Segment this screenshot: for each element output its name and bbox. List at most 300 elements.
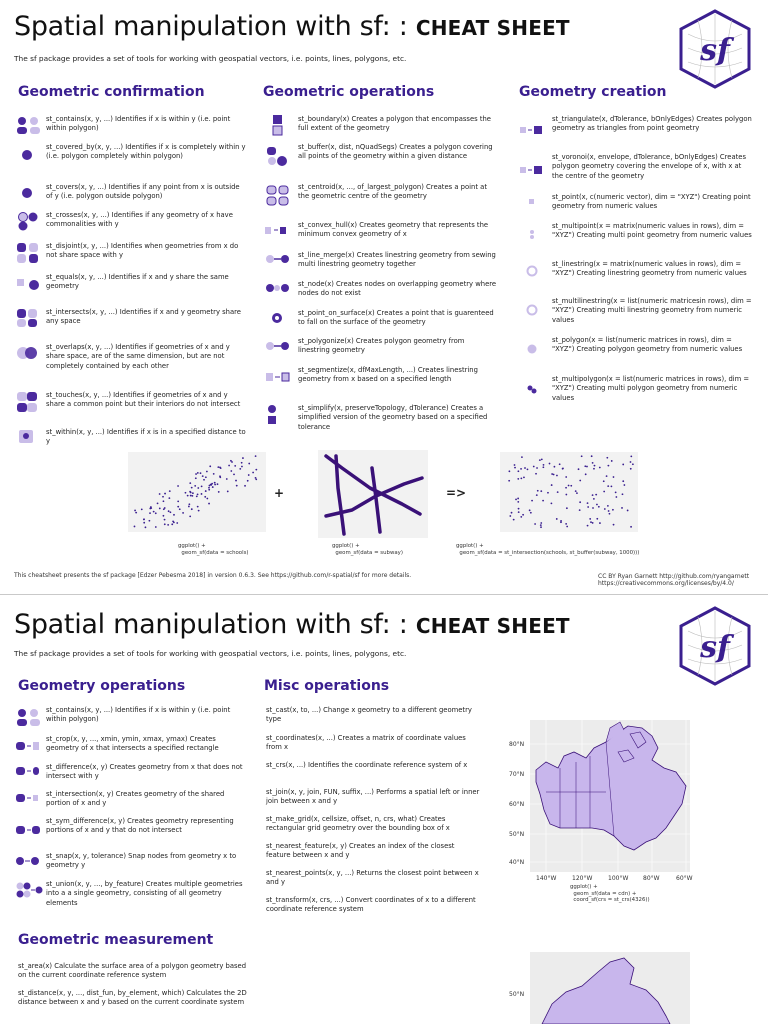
intersection-point [593,468,595,470]
section-geometric-operations: Geometric operations [263,84,435,100]
school-point [248,463,250,465]
intersection-point [531,500,533,502]
map-y-tick-60: 60°N [509,801,525,808]
intersection-point [560,521,562,523]
school-point [179,508,181,510]
school-point [195,473,197,475]
intersection-point [591,455,593,457]
arrow-sign: => [446,486,467,500]
intersection-point [589,518,591,520]
intersection-point [627,510,629,512]
touches-icon [16,391,42,413]
intersection-point [540,526,542,528]
school-point [159,508,161,510]
footer-right-2: https://creativecommons.org/licenses/by/4.0/ [598,580,734,587]
school-point [141,508,143,510]
school-point [255,455,257,457]
schools-plot [110,448,270,544]
intersection-point [511,512,513,514]
point-icon [527,197,537,207]
intersection-point [615,491,617,493]
school-point [173,522,175,524]
st-multipolygon-item: st_multipolygon(x = list(numeric matrices in rows), dim = "XYZ") Creating multi polygon geometry from numeric values [552,375,750,402]
intersection-point [575,490,577,492]
intersection-point [514,464,516,466]
map-y-tick-70: 70°N [509,771,525,778]
school-point [187,495,189,497]
linestring-icon [526,265,538,277]
school-point [149,512,151,514]
convex-hull-icon [264,225,292,237]
school-point [164,507,166,509]
st-difference-item: st_difference(x, y) Creates geometry from x that does not intersect with y [46,763,243,781]
school-point [242,457,244,459]
school-point [255,469,257,471]
intersection-point [540,522,542,524]
st-crosses-item: st_crosses(x, y, ...) Identifies if any geometry of x have commonalities with y [46,211,233,229]
school-point [219,476,221,478]
intersection-point [590,521,592,523]
school-point [228,465,230,467]
intersection-point [566,507,568,509]
st-triangulate-item: st_triangulate(x, dTolerance, bOnlyEdges) Creates polygon geometry as triangles from point geometry [552,115,752,133]
school-point [208,503,210,505]
school-point [177,506,179,508]
intersection-point [630,526,632,528]
intersection-point [517,470,519,472]
st-equals-item: st_equals(x, y, ...) Identifies if x and y share the same geometry [46,273,229,291]
intersection-point [595,494,597,496]
intersection-point [594,465,596,467]
svg-text:sf: sf [700,630,730,665]
point-on-surface-icon [270,311,284,325]
sheet2-subtitle: The sf package provides a set of tools for working with geospatial vectors, i.e. points, lines, polygons, etc. [14,649,407,658]
map-x-tick-60: 60°W [676,875,693,882]
school-point [234,465,236,467]
intersection-point [539,459,541,461]
intersection-point [615,496,617,498]
intersection-point [598,506,600,508]
school-point [189,515,191,517]
covers-icon [20,186,34,200]
school-point [177,500,179,502]
school-point [134,526,136,528]
school-point [203,479,205,481]
schools-caption: ggplot() + geom_sf(data = schools) [178,543,249,556]
school-point [209,465,211,467]
st-voronoi-item: st_voronoi(x, envelope, dTolerance, bOnlyEdges) Creates polygon geometry covering the envelope of x, with x at the centre of the geometry [552,153,747,180]
school-point [206,498,208,500]
intersection-point [622,493,624,495]
school-point [211,483,213,485]
sheet1-subtitle: The sf package provides a set of tools for working with geospatial vectors, i.e. points, lines, polygons, etc. [14,54,407,63]
intersection-point [599,467,601,469]
intersection-point [534,523,536,525]
map-y-tick-80: 80°N [509,741,525,748]
school-point [143,522,145,524]
intersection-point [609,513,611,515]
st-join-item: st_join(x, y, join, FUN, suffix, ...) Performs a spatial left or inner join between x and y [266,788,480,806]
school-point [168,510,170,512]
st-contains-item-2: st_contains(x, y, ...) Identifies if x is within y (i.e. point within polygon) [46,706,231,724]
sf-logo [676,8,754,90]
intersection-point [587,506,589,508]
st-contains-item: st_contains(x, y, ...) Identifies if x is within y (i.e. point within polygon) [46,115,231,133]
within-icon [18,429,38,445]
intersection-point [608,510,610,512]
st-touches-item: st_touches(x, y, ...) Identifies if geometries of x and y share a common point but their interiors do not intersect [46,391,241,409]
school-point [177,485,179,487]
school-point [212,486,214,488]
section-geometric-confirmation: Geometric confirmation [18,84,205,100]
intersection-point [527,469,529,471]
intersection-point [568,485,570,487]
sheet1-title: Spatial manipulation with sf: : CHEAT SHEET [14,11,570,42]
school-point [135,512,137,514]
snap-icon [15,855,41,867]
st-node-item: st_node(x) Creates nodes on overlapping geometry where nodes do not exist [298,280,497,298]
map-x-tick-140: 140°W [536,875,557,882]
st-make-grid-item: st_make_grid(x, cellsize, offset, n, crs, what) Creates rectangular grid geometry over the bounding box of x [266,815,450,833]
school-point [227,491,229,493]
intersection-point [536,467,538,469]
footer-right-1: CC BY Ryan Garnett http://github.com/ryangarnett [598,573,750,580]
intersection-point [543,464,545,466]
intersection-point [551,484,553,486]
intersection-point [632,463,634,465]
intersection-point [520,516,522,518]
sym-difference-icon [15,824,41,836]
intersection-point [521,456,523,458]
section-misc-operations: Misc operations [264,678,390,694]
polygonize-icon [265,340,291,352]
school-point [163,500,165,502]
sheet2-title: Spatial manipulation with sf: : CHEAT SHEET [14,609,570,640]
st-segmentize-item: st_segmentize(x, dfMaxLength, ...) Creates linestring geometry from x based on a specified length [298,366,478,384]
school-point [201,485,203,487]
st-centroid-item: st_centroid(x, ..., of_largest_polygon) Creates a point at the geometric centre of the geometry [298,183,487,201]
contains-icon-2 [16,707,42,727]
intersection-point [592,522,594,524]
school-point [191,487,193,489]
intersection-point [524,467,526,469]
intersection-point [542,466,544,468]
intersection-point [549,463,551,465]
multipolygon-icon [526,383,538,395]
school-point [248,474,250,476]
school-point [191,495,193,497]
school-point [218,491,220,493]
school-point [213,473,215,475]
school-point [170,511,172,513]
intersection-point [579,501,581,503]
st-within-item: st_within(x, y, ...) Identifies if x is in a specified distance to y [46,428,246,446]
canada-map [506,712,696,892]
crosses-icon [16,211,42,231]
intersection-point [630,468,632,470]
intersection-point [622,464,624,466]
intersection-point [514,467,516,469]
intersection-point [587,525,589,527]
school-point [217,466,219,468]
st-covered-by-item: st_covered_by(x, y, ...) Identifies if x is completely within y (i.e. polygon completely within polygon) [46,143,246,161]
st-intersection-item: st_intersection(x, y) Creates geometry of the shared portion of x and y [46,790,225,808]
school-point [233,473,235,475]
st-snap-item: st_snap(x, y, tolerance) Snap nodes from geometry x to geometry y [46,852,237,870]
node-icon [265,282,291,294]
school-point [191,508,193,510]
section-geometry-creation: Geometry creation [519,84,667,100]
intersection-plot [482,448,642,544]
school-point [200,472,202,474]
intersection-point [579,509,581,511]
st-multilinestring-item: st_multilinestring(x = list(numeric matricesin rows), dim = "XYZ") Creating multi linestring geometry from numeric values [552,297,752,324]
st-simplify-item: st_simplify(x, preserveTopology, dTolerance) Creates a simplified version of the geometry based on a specified tolerance [298,404,488,431]
intersection-point [581,455,583,457]
triangulate-icon [519,124,545,136]
map-y-tick-50: 50°N [509,831,525,838]
intersection-point [542,500,544,502]
map-x-tick-80: 80°W [643,875,660,882]
school-point [188,503,190,505]
st-point-item: st_point(x, c(numeric vector), dim = "XYZ") Creating point geometry from numeric values [552,193,751,211]
school-point [163,515,165,517]
school-point [196,495,198,497]
st-polygonize-item: st_polygonize(x) Creates polygon geometry from linestring geometry [298,337,465,355]
st-union-item: st_union(x, y, ..., by_feature) Creates multiple geometries into a a single geometry, consisting of all geometry elements [46,880,243,907]
school-point [164,493,166,495]
intersection-point [530,512,532,514]
intersection-point [599,522,601,524]
intersection-point [630,455,632,457]
centroid-icon [266,185,292,207]
school-point [204,496,206,498]
intersection-point [592,494,594,496]
intersection-point [586,466,588,468]
intersection-point [517,478,519,480]
school-point [197,493,199,495]
school-point [201,493,203,495]
school-point [236,485,238,487]
footer-left: This cheatsheet presents the sf package [Edzer Pebesma 2018] in version 0.6.3. See https://github.com/r-spatial/sf for more details. [14,572,412,579]
st-sym-difference-item: st_sym_difference(x, y) Creates geometry representing portions of x and y that do not intersect [46,817,234,835]
school-point [189,491,191,493]
intersection-point [509,515,511,517]
intersection-point [547,492,549,494]
map2-y-tick: 50°N [509,991,525,998]
st-polygon-item: st_polygon(x = list(numeric matrices in rows), dim = "XYZ") Creating polygon geometry from numeric values [552,336,743,354]
difference-icon [15,765,41,777]
school-point [189,482,191,484]
line-merge-icon [265,253,291,265]
intersection-point [621,507,623,509]
school-point [173,514,175,516]
school-point [230,470,232,472]
school-point [198,510,200,512]
intersection-point [596,504,598,506]
school-point [169,490,171,492]
intersection-point [611,460,613,462]
intersection-point [585,473,587,475]
map-x-tick-100: 100°W [608,875,629,882]
school-point [214,484,216,486]
intersection-point [613,524,615,526]
school-point [162,496,164,498]
intersection-point [522,514,524,516]
section-geometry-operations: Geometry operations [18,678,186,694]
intersection-point [513,519,515,521]
st-overlaps-item: st_overlaps(x, y, ...) Identifies if geometries of x and y share space, are of the same dimension, but are not completely contained by each other [46,343,230,370]
intersection-point [559,463,561,465]
st-point-on-surface-item: st_point_on_surface(x) Creates a point that is guarenteed to fall on the surface of the geometry [298,309,494,327]
sheet-divider [0,594,768,595]
school-point [205,476,207,478]
school-point [231,461,233,463]
intersection-point [518,511,520,513]
st-covers-item: st_covers(x, y, ...) Identifies if any point from x is outside of y (i.e. polygon outside polygon) [46,183,240,201]
st-convex-hull-item: st_convex_hull(x) Creates geometry that represents the minimum convex geometry of x [298,221,489,239]
intersection-point [566,526,568,528]
intersection-point [508,480,510,482]
segmentize-icon [265,371,291,383]
school-point [168,497,170,499]
school-point [171,523,173,525]
school-point [208,487,210,489]
school-point [208,489,210,491]
intersection-point [562,468,564,470]
school-point [241,466,243,468]
intersection-point [554,466,556,468]
intersection-point [630,461,632,463]
st-line-merge-item: st_line_merge(x) Creates linestring geometry from sewing multi linestring geometry together [298,251,496,269]
intersection-point [623,484,625,486]
school-point [134,510,136,512]
st-multipoint-item: st_multipoint(x = matrix(numeric values in rows), dim = "XYZ") Creating multi point geometry from numeric values [552,222,752,240]
overlaps-icon [16,345,42,361]
intersection-point [537,490,539,492]
map-caption: ggplot() + geom_sf(data = cdn) + coord_sf(crs = st_crs(4326)) [570,884,650,904]
intersects-icon [16,308,42,328]
school-point [220,467,222,469]
intersection-point [520,468,522,470]
school-point [185,492,187,494]
school-point [252,472,254,474]
svg-text:sf: sf [700,33,730,68]
st-nearest-points-item: st_nearest_points(x, y, ...) Returns the closest point between x and y [266,869,479,887]
intersection-point [535,473,537,475]
school-point [205,490,207,492]
intersection-point [565,476,567,478]
intersection-point [593,498,595,500]
school-point [197,487,199,489]
st-distance-item: st_distance(x, y, ..., dist_fun, by_element, which) Calculates the 2D distance between x and y based on the current coordinate system [18,989,247,1007]
intersection-point [529,509,531,511]
school-point [247,480,249,482]
intersection-point [606,475,608,477]
intersection-point [517,498,519,500]
intersection-point [540,490,542,492]
school-point [214,482,216,484]
intersection-point [592,507,594,509]
school-point [164,519,166,521]
school-point [226,478,228,480]
plus-sign: + [274,486,285,500]
voronoi-icon [519,164,545,176]
intersection-point [607,505,609,507]
intersection-point [606,457,608,459]
map-x-tick-120: 120°W [572,875,593,882]
st-nearest-feature-item: st_nearest_feature(x, y) Creates an index of the closest feature between x and y [266,842,455,860]
intersection-point [517,501,519,503]
st-boundary-item: st_boundary(x) Creates a polygon that encompasses the full extent of the geometry [298,115,491,133]
school-point [241,462,243,464]
school-point [148,520,150,522]
school-point [190,495,192,497]
intersection-point [604,508,606,510]
multilinestring-icon [526,304,538,316]
school-point [188,506,190,508]
union-icon [15,881,43,907]
st-coordinates-item: st_coordinates(x, ...) Creates a matrix of coordinate values from x [266,734,466,752]
intersection-point [515,499,517,501]
school-point [155,526,157,528]
school-point [155,512,157,514]
intersection-point [553,474,555,476]
intersection-point [518,508,520,510]
intersection-point [536,494,538,496]
school-point [235,480,237,482]
buffer-icon [266,146,292,168]
intersection-point [612,509,614,511]
intersection-point [565,494,567,496]
intersection-point [533,466,535,468]
polygon-icon [526,343,538,355]
crop-icon [15,740,41,752]
intersection-point [523,476,525,478]
equals-icon [16,276,42,292]
school-point [176,522,178,524]
covered-by-icon [20,148,34,162]
st-crs-item: st_crs(x, ...) Identifies the coordinate reference system of x [266,761,468,769]
school-point [255,478,257,480]
disjoint-icon [16,242,42,264]
subway-caption: ggplot() + geom_sf(data = subway) [332,543,403,556]
intersection-point [579,480,581,482]
intersection-point [613,476,615,478]
school-point [194,485,196,487]
intersection-point [540,524,542,526]
intersection-point [584,465,586,467]
intersection-point [611,485,613,487]
school-point [145,526,147,528]
st-buffer-item: st_buffer(x, dist, nQuadSegs) Creates a polygon covering all points of the geometry within a given distance [298,143,493,161]
school-point [255,477,257,479]
boundary-icon [270,114,286,136]
intersection-point [596,518,598,520]
intersection-point [570,485,572,487]
school-point [206,471,208,473]
school-point [150,506,152,508]
st-area-item: st_area(x) Calculate the surface area of a polygon geometry based on the current coordinate reference system [18,962,247,980]
intersection-point [556,475,558,477]
intersection-point [587,502,589,504]
intersection-point [541,458,543,460]
st-cast-item: st_cast(x, to, ...) Change x geometry to a different geometry type [266,706,472,724]
multipoint-icon [527,228,537,240]
school-point [159,493,161,495]
school-point [239,468,241,470]
intersection-point [578,468,580,470]
